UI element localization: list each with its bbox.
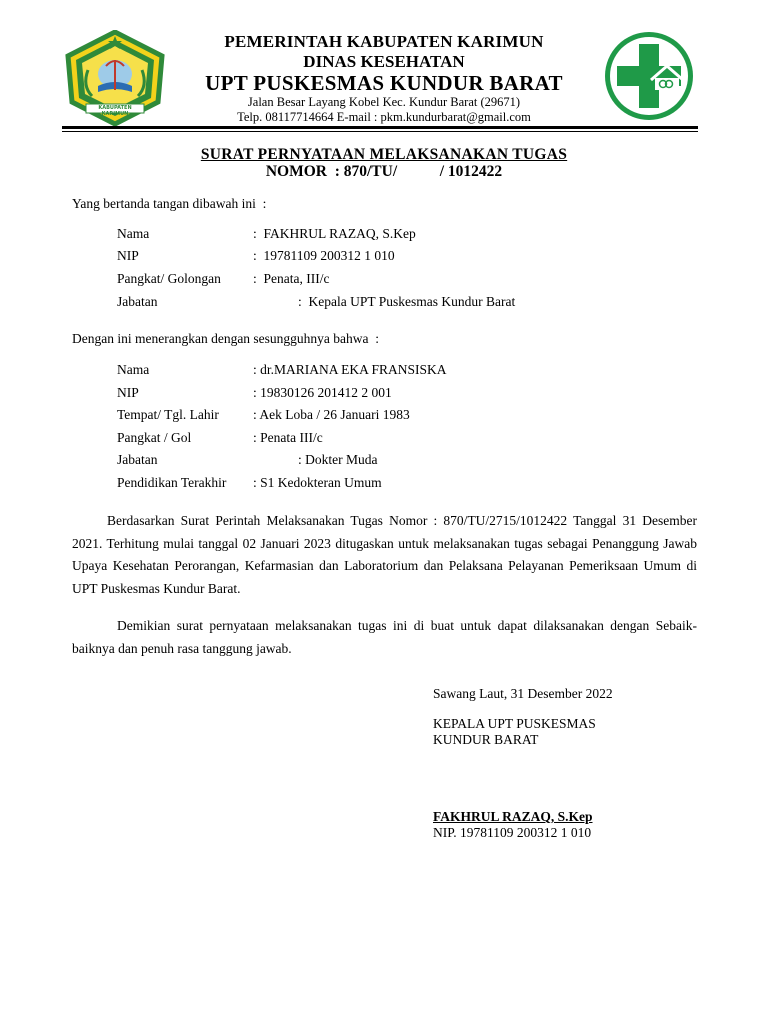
intro-subject: Dengan ini menerangkan dengan sesungguhnya bahwa :: [72, 331, 380, 346]
subject-nama-value: : dr.MARIANA EKA FRANSISKA: [253, 362, 447, 377]
letterhead-rule-thick: [62, 126, 698, 129]
signer-nama-label: Nama: [117, 226, 150, 241]
signature-place-date: Sawang Laut, 31 Desember 2022: [433, 686, 613, 701]
kop-pemerintah: PEMERINTAH KABUPATEN KARIMUN: [224, 32, 544, 51]
subject-pendidikan-label: Pendidikan Terakhir: [117, 475, 227, 490]
nomor-suffix: / 1012422: [439, 163, 503, 180]
signer-jabatan-value: : Kepala UPT Puskesmas Kundur Barat: [298, 294, 516, 309]
intro-signer: Yang bertanda tangan dibawah ini :: [72, 196, 267, 211]
kop-dinas: DINAS KESEHATAN: [303, 52, 465, 71]
subject-ttl-label: Tempat/ Tgl. Lahir: [117, 407, 219, 422]
signer-pangkat-value: : Penata, III/c: [253, 271, 330, 286]
signature-nip: NIP. 19781109 200312 1 010: [433, 825, 592, 840]
body-paragraph-1: Berdasarkan Surat Perintah Melaksanakan Tugas Nomor : 870/TU/2715/1012422 Tanggal 31 Desember 2021. Terhitung mulai tanggal 02 Januari 2023 ditugaskan untuk melaksanakan tugas sebagai Penanggung Jawab Upaya Kesehatan Perorangan, Kefarmasian dan Laboratorium dan Pelaksana Pelayanan Pemeriksaan Umum di UPT Puskesmas Kundur Barat.: [72, 513, 697, 596]
kop-address: Jalan Besar Layang Kobel Kec. Kundur Barat (29671): [247, 95, 521, 109]
kop-puskesmas: UPT PUSKESMAS KUNDUR BARAT: [205, 71, 563, 95]
document-title: SURAT PERNYATAAN MELAKSANAKAN TUGAS: [200, 146, 568, 163]
subject-nama-label: Nama: [117, 362, 150, 377]
logo-lettering: KABUPATEN KARIMUN: [98, 105, 132, 117]
signature-position-2: KUNDUR BARAT: [433, 732, 539, 747]
subject-jabatan-label: Jabatan: [117, 452, 158, 467]
subject-nip-value: : 19830126 201412 2 001: [253, 385, 392, 400]
signature-name: FAKHRUL RAZAQ, S.Kep: [433, 809, 593, 824]
signature-position-1: KEPALA UPT PUSKESMAS: [433, 716, 596, 731]
signer-jabatan-label: Jabatan: [117, 294, 158, 309]
subject-pangkat-label: Pangkat / Gol: [117, 430, 192, 445]
signer-nip-value: : 19781109 200312 1 010: [253, 248, 395, 263]
subject-jabatan-value: : Dokter Muda: [298, 452, 378, 467]
kop-contact: Telp. 08117714664 E-mail : pkm.kundurbarat@gmail.com: [237, 110, 531, 124]
subject-pendidikan-value: : S1 Kedokteran Umum: [253, 475, 382, 490]
subject-nip-label: NIP: [117, 385, 139, 400]
nomor-gap: [397, 163, 440, 180]
document-number: [150, 163, 618, 181]
body-paragraph-2: Demikian surat pernyataan melaksanakan tugas ini di buat untuk dapat dilaksanakan dengan Sebaik-baiknya dan penuh rasa tanggung jawab.: [72, 618, 697, 656]
letterhead-rule-thin: [62, 131, 698, 132]
signer-pangkat-label: Pangkat/ Golongan: [117, 271, 221, 286]
nomor-label: NOMOR : 870/TU/: [265, 163, 398, 180]
subject-pangkat-value: : Penata III/c: [253, 430, 323, 445]
subject-ttl-value: : Aek Loba / 26 Januari 1983: [253, 407, 410, 422]
signer-nip-label: NIP: [117, 248, 139, 263]
signer-nama-value: : FAKHRUL RAZAQ, S.Kep: [253, 226, 416, 241]
